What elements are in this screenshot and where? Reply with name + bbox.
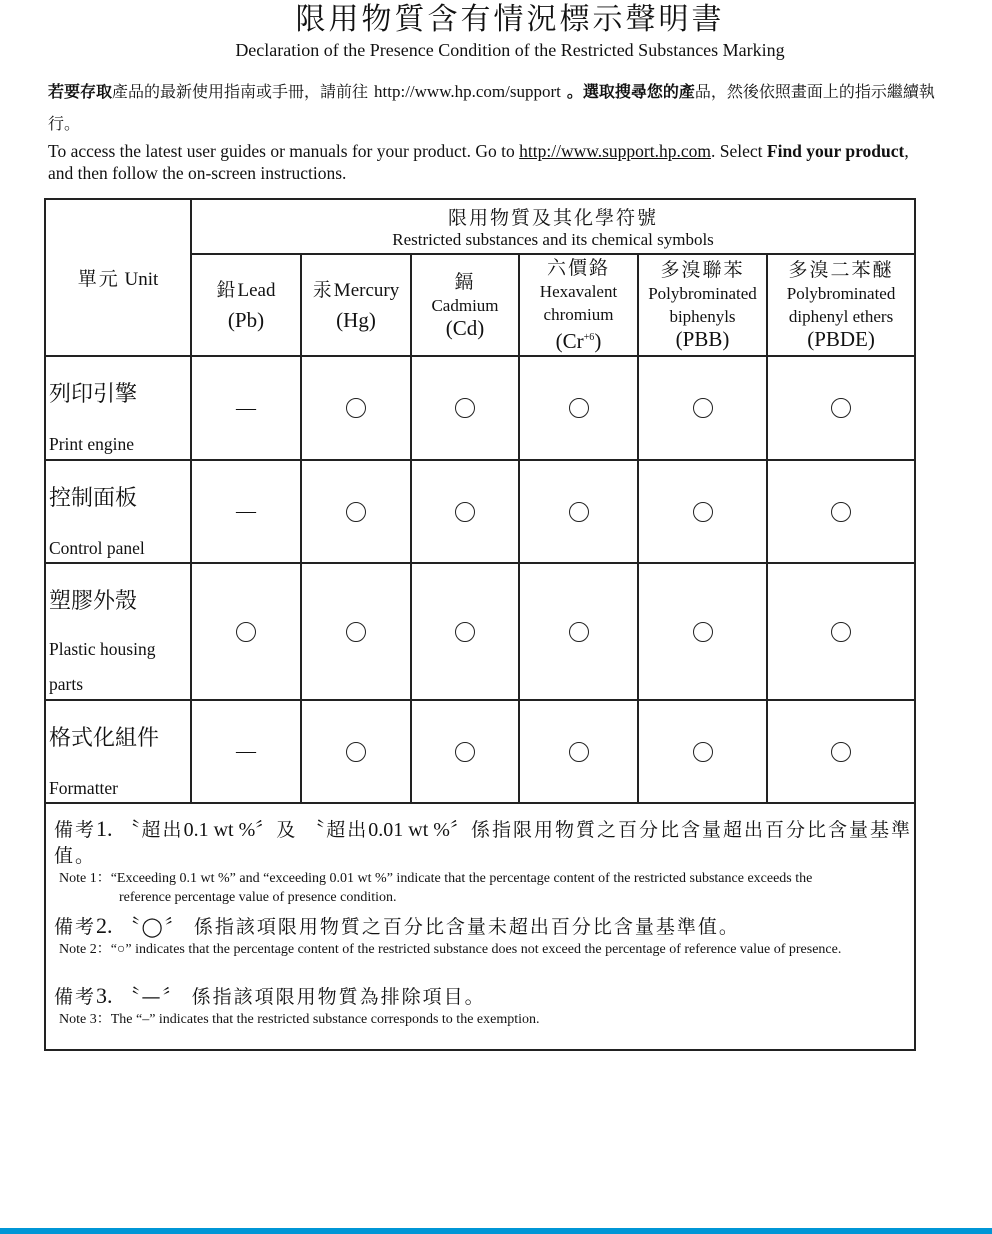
note-1-en-line-2: reference percentage value of presence condition. (119, 890, 397, 905)
chromium-symbol-end: ) (594, 329, 602, 353)
note-1-text-a: 〝超出 (112, 819, 184, 841)
note-2-number: 2. (96, 913, 113, 938)
row-label-zh: 控制面板 (49, 486, 138, 511)
circle-mark (693, 398, 713, 418)
mark-cell (411, 356, 519, 460)
group-header-en: Restricted substances and its chemical symbols (392, 229, 714, 249)
row-label-en: Print engine (49, 434, 135, 454)
chromium-symbol: (Cr (555, 329, 584, 353)
intro-zh-bold-2: 選取搜尋您的產 (582, 82, 695, 101)
circle-mark (455, 742, 475, 762)
mark-cell (767, 460, 915, 563)
chromium-zh: 六價鉻 (546, 257, 610, 279)
unit-header-en: Unit (124, 269, 159, 290)
note-2-text: 〝◯〞 係指該項限用物質之百分比含量未超出百分比含量基準值。 (112, 916, 740, 938)
column-mercury (301, 254, 411, 356)
note-3-prefix: 備考 (54, 986, 97, 1008)
chromium-en-2: chromium (543, 305, 614, 324)
chromium-en-1: Hexavalent (539, 282, 618, 301)
mark-cell (411, 700, 519, 803)
pbde-zh: 多溴二苯醚 (788, 259, 894, 281)
restricted-substances-table (44, 198, 916, 1051)
pbde-en-2: diphenyl ethers (788, 307, 894, 326)
pbde-symbol: (PBDE) (807, 327, 875, 351)
dash-mark: — (236, 740, 256, 762)
mark-cell (767, 700, 915, 803)
mark-cell (301, 356, 411, 460)
row-label-control-panel (45, 460, 191, 563)
note-1-en (54, 869, 914, 907)
document-title: 限用物質含有情況標示聲明書 (295, 2, 725, 37)
cadmium-zh: 鎘 (454, 270, 476, 293)
circle-mark (569, 398, 589, 418)
circle-mark (346, 502, 366, 522)
mark-cell (638, 700, 767, 803)
circle-mark (455, 398, 475, 418)
note-1-en-line-1: Note 1：“Exceeding 0.1 wt %” and “exceeding 0.01 wt %” indicate that the percentage content of the restricted substance exceeds the (59, 871, 813, 886)
note-2-zh (54, 913, 914, 940)
mark-cell (767, 356, 915, 460)
notes-row (45, 803, 915, 1050)
circle-mark (693, 622, 713, 642)
intro-en-text-1: To access the latest user guides or manuals for your product. Go to (48, 141, 520, 161)
row-label-en-1: Plastic housing (49, 639, 156, 659)
circle-mark (693, 742, 713, 762)
row-label-en: Control panel (49, 538, 145, 558)
lead-en: Lead (237, 279, 276, 301)
intro-english (48, 140, 928, 184)
table-row (45, 563, 915, 700)
mark-cell (191, 700, 301, 803)
note-1-number: 1. (96, 816, 113, 841)
cadmium-en: Cadmium (431, 295, 499, 315)
mark-cell (767, 563, 915, 700)
mark-cell (519, 563, 638, 700)
mark-cell (191, 356, 301, 460)
row-label-en-2: parts (49, 674, 84, 694)
circle-mark (569, 622, 589, 642)
circle-mark (569, 742, 589, 762)
mark-cell (519, 356, 638, 460)
pbb-symbol: (PBB) (675, 327, 730, 351)
mark-cell (191, 563, 301, 700)
circle-mark (693, 502, 713, 522)
note-1-value-2: 0.01 wt % (368, 819, 450, 841)
mark-cell (191, 460, 301, 563)
lead-zh: 鉛 (216, 278, 238, 301)
mark-cell (301, 460, 411, 563)
note-1-text-c: 〞係指限用物質之百分比含量超出百分比含量基準值。 (54, 819, 912, 867)
circle-mark (831, 398, 851, 418)
intro-zh-bold-1: 若要存取 (48, 82, 113, 101)
pbb-zh: 多溴聯苯 (660, 259, 745, 281)
mercury-symbol: (Hg) (336, 307, 376, 332)
bottom-accent-bar (0, 1228, 992, 1234)
column-hexavalent-chromium (519, 254, 638, 356)
mark-cell (519, 700, 638, 803)
note-3-number: 3. (96, 983, 113, 1008)
circle-mark (455, 622, 475, 642)
circle-mark (346, 742, 366, 762)
pbb-en-2: biphenyls (669, 307, 736, 326)
intro-chinese (48, 76, 948, 140)
intro-en-bold: Find your product (766, 141, 905, 161)
row-label-formatter (45, 700, 191, 803)
note-1-text-b: 〞及 〝超出 (255, 819, 369, 841)
mark-cell (301, 700, 411, 803)
note-2-prefix: 備考 (54, 916, 97, 938)
pbde-en-1: Polybrominated (786, 284, 896, 303)
intro-zh-period: 。 (566, 82, 583, 101)
table-row (45, 460, 915, 563)
note-2-en: Note 2：“○” indicates that the percentage content of the restricted substance does not exceed the percentage of reference value of presence. (59, 942, 842, 957)
column-pbde (767, 254, 915, 356)
circle-mark (569, 502, 589, 522)
dash-mark: — (236, 396, 256, 419)
mark-cell (411, 563, 519, 700)
substances-group-header (191, 199, 915, 254)
circle-mark (346, 398, 366, 418)
notes-cell (45, 803, 915, 1050)
intro-zh-url[interactable]: http://www.hp.com/support (374, 82, 561, 101)
intro-en-text-3: , and then follow the on-screen instructions. (48, 141, 909, 183)
lead-symbol: (Pb) (227, 307, 265, 332)
circle-mark (831, 622, 851, 642)
chromium-superscript: +6 (583, 332, 595, 343)
circle-mark (831, 502, 851, 522)
cadmium-symbol: (Cd) (445, 315, 485, 340)
mercury-en: Mercury (333, 279, 400, 301)
support-link[interactable]: http://www.support.hp.com (519, 141, 711, 161)
intro-zh-text-2: 品，然後依照畫面上的指示繼續執行。 (48, 82, 935, 133)
unit-header-zh: 單元 (77, 268, 120, 290)
row-label-en: Formatter (49, 778, 119, 798)
mark-cell (301, 563, 411, 700)
table-row (45, 356, 915, 460)
table-row (45, 700, 915, 803)
note-3-text: 〝—〞 係指該項限用物質為排除項目。 (112, 986, 486, 1008)
circle-mark (831, 742, 851, 762)
column-cadmium (411, 254, 519, 356)
mark-cell (638, 356, 767, 460)
row-label-print-engine (45, 356, 191, 460)
circle-mark (346, 622, 366, 642)
note-1-value-1: 0.1 wt % (183, 819, 256, 841)
note-3-en: Note 3：The “–” indicates that the restricted substance corresponds to the exemption. (59, 1012, 540, 1027)
unit-header (45, 199, 191, 356)
row-label-zh: 列印引擎 (49, 382, 138, 407)
row-label-plastic-housing (45, 563, 191, 700)
circle-mark (455, 502, 475, 522)
mark-cell (638, 460, 767, 563)
pbb-en-1: Polybrominated (648, 284, 757, 303)
note-1-zh (54, 816, 914, 869)
row-label-zh: 塑膠外殼 (49, 589, 138, 614)
mark-cell (638, 563, 767, 700)
column-lead (191, 254, 301, 356)
intro-en-text-2: . Select (711, 141, 767, 161)
mark-cell (411, 460, 519, 563)
circle-mark (236, 622, 256, 642)
row-label-zh: 格式化組件 (49, 726, 160, 751)
document-subtitle: Declaration of the Presence Condition of the Restricted Substances Marking (235, 40, 785, 60)
mark-cell (519, 460, 638, 563)
dash-mark: — (236, 500, 256, 522)
column-pbb (638, 254, 767, 356)
note-3-zh (54, 983, 914, 1010)
mercury-zh: 汞 (312, 278, 334, 301)
group-header-zh: 限用物質及其化學符號 (448, 206, 659, 229)
note-1-prefix: 備考 (54, 819, 97, 841)
intro-zh-text-1: 產品的最新使用指南或手冊，請前往 (112, 82, 369, 101)
